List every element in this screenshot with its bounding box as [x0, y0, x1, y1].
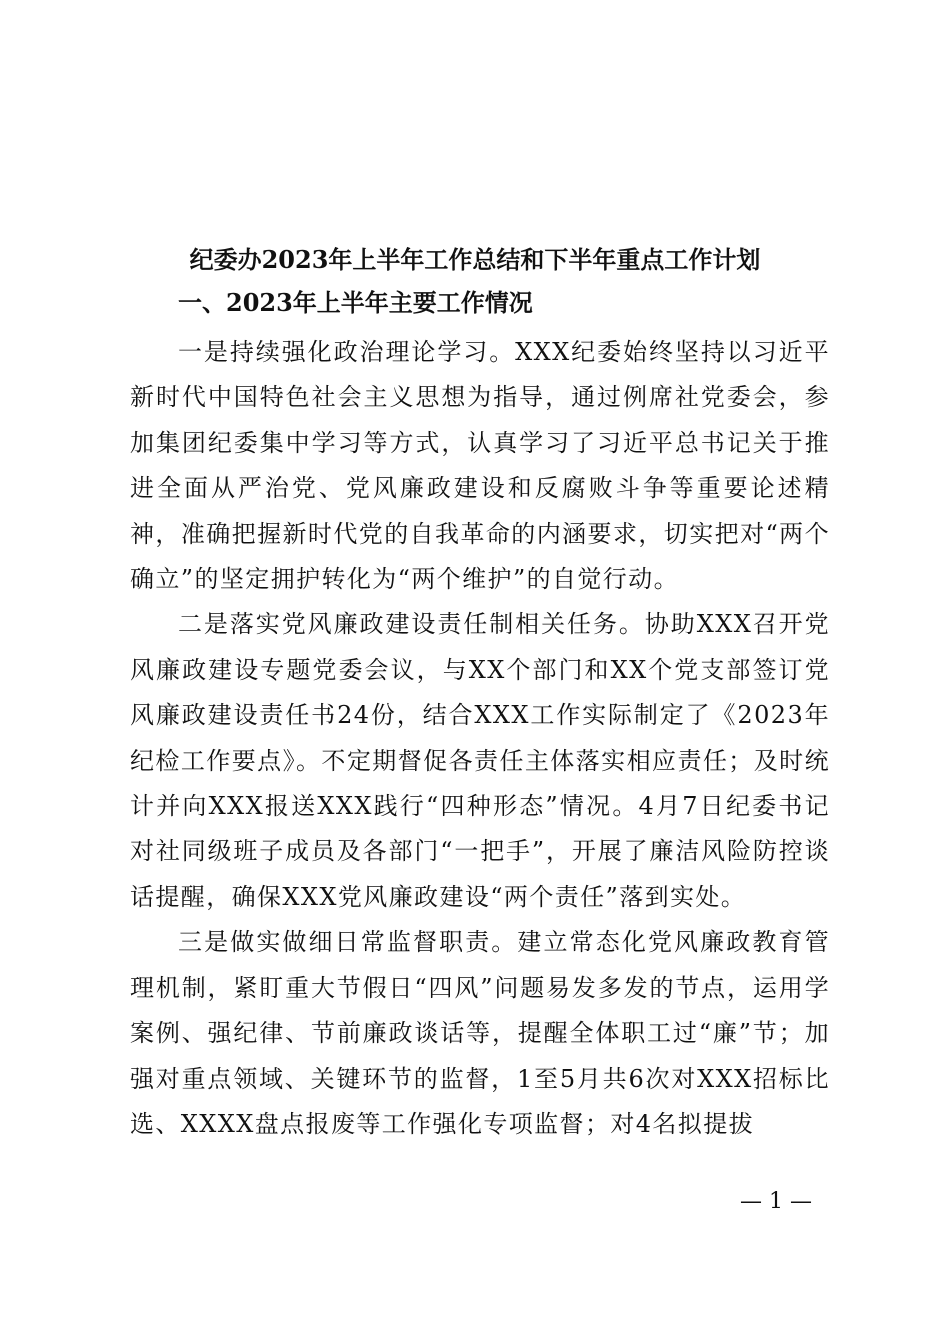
paragraph-1: 一是持续强化政治理论学习。XXX纪委始终坚持以习近平新时代中国特色社会主义思想为指导，通过例席社党委会，参加集团纪委集中学习等方式，认真学习了习近平总书记关于推进全面从严治党、党风廉政建设和反腐败斗争等重要论述精神，准确把握新时代党的自我革命的内涵要求，切实把对“两个确立”的坚定拥护转化为“两个维护”的自觉行动。	[130, 338, 830, 594]
document-title: 纪委办2023年上半年工作总结和下半年重点工作计划	[189, 245, 761, 274]
section-heading: 一、2023年上半年主要工作情况	[178, 288, 533, 317]
paragraph-3: 三是做实做细日常监督职责。建立常态化党风廉政教育管理机制，紧盯重大节假日“四风”问题易发多发的节点，运用学案例、强纪律、节前廉政谈话等，提醒全体职工过“廉”节；加强对重点领域、关键环节的监督，1至5月共6次对XXX招标比选、XXXX盘点报废等工作强化专项监督；对4名拟提拔	[130, 928, 830, 1138]
document-body	[130, 330, 830, 1147]
paragraph-2: 二是落实党风廉政建设责任制相关任务。协助XXX召开党风廉政建设专题党委会议，与XX个部门和XX个党支部签订党风廉政建设责任书24份，结合XXX工作实际制定了《2023年纪检工作要点》。不定期督促各责任主体落实相应责任；及时统计并向XXX报送XXX践行“四种形态”情况。4月7日纪委书记对社同级班子成员及各部门“一把手”，开展了廉洁风险防控谈话提醒，确保XXX党风廉政建设“两个责任”落到实处。	[130, 610, 830, 911]
page-number: — 1 —	[740, 1189, 812, 1214]
